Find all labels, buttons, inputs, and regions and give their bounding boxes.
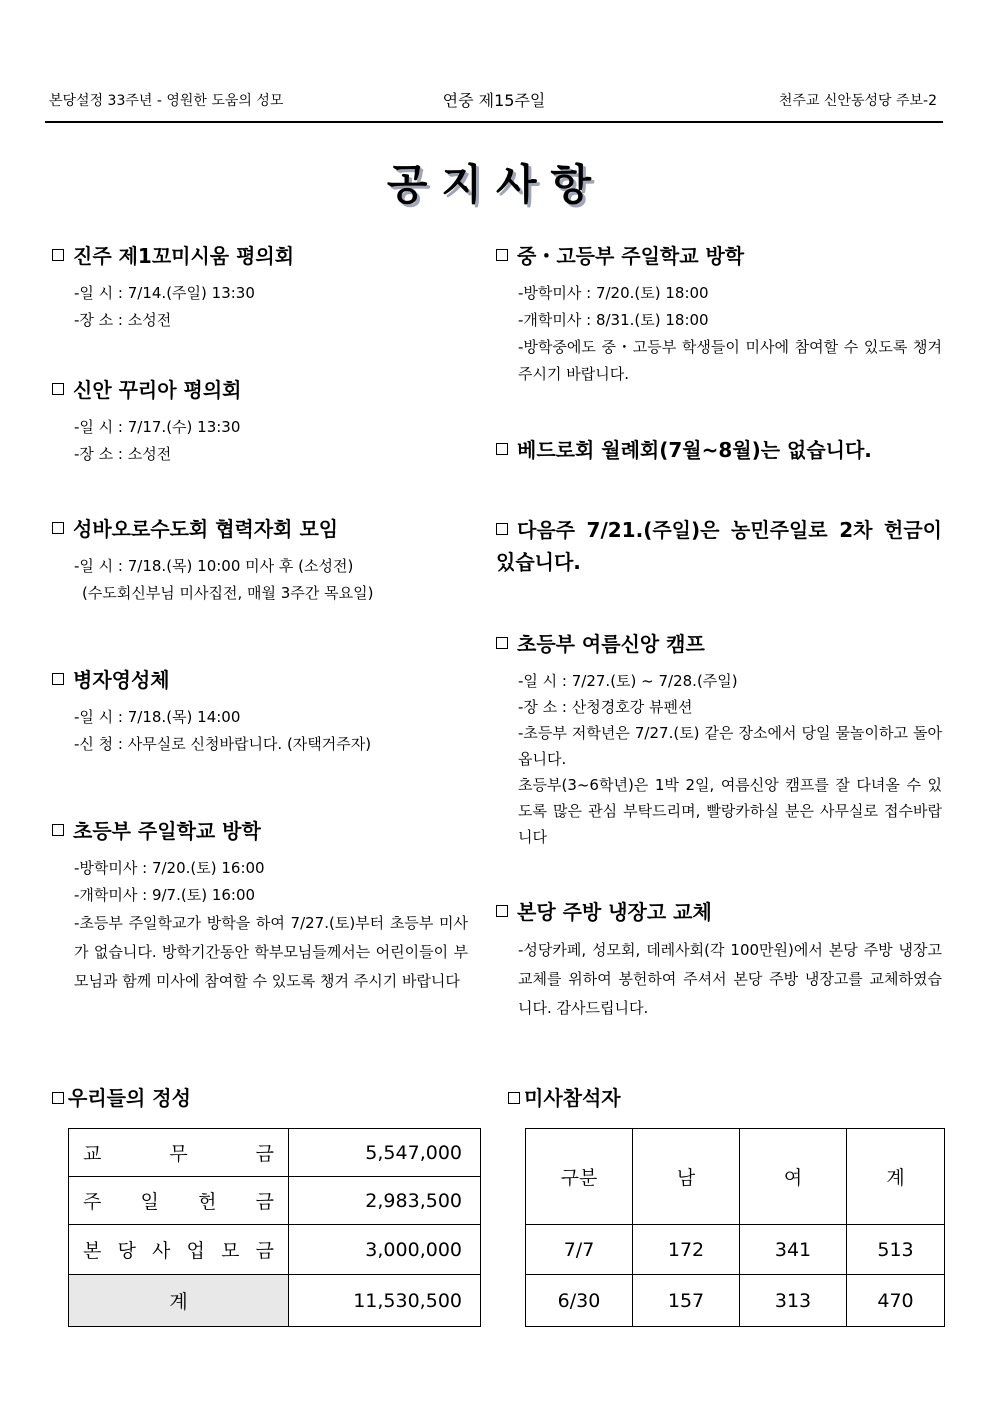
- table-header: 계: [847, 1129, 945, 1225]
- section-line: -방학미사 : 7/20.(토) 16:00: [74, 859, 265, 877]
- section-title: 초등부 주일학교 방학: [73, 819, 261, 843]
- table-row: [526, 1225, 945, 1275]
- section-line: -일 시 : 7/18.(목) 14:00: [74, 708, 241, 726]
- checkbox-bullet-icon: [496, 523, 508, 535]
- header-bulletin-name: 천주교 신안동성당 주보-2: [778, 93, 937, 109]
- section-line: -장 소 : 산청경호강 뷰펜션: [518, 698, 693, 716]
- header-parish-anniversary: 본당설정 33주년 - 영원한 도움의 성모: [49, 93, 284, 109]
- header-liturgical-week: 연중 제15주일: [442, 91, 546, 110]
- section-title: 본당 주방 냉장고 교체: [517, 900, 712, 924]
- table-row: [69, 1129, 481, 1177]
- checkbox-bullet-icon: [52, 383, 64, 395]
- attendance-title: 미사참석자: [524, 1086, 621, 1110]
- checkbox-bullet-icon: [52, 1092, 64, 1104]
- table-cell: 341: [740, 1225, 847, 1275]
- checkbox-bullet-icon: [496, 637, 508, 649]
- offering-heading: [52, 1082, 191, 1111]
- section-paragraph: -초등부 저학년은 7/27.(토) 같은 장소에서 당일 물놀이하고 돌아옵니다.: [518, 724, 942, 768]
- offering-value: 5,547,000: [289, 1129, 481, 1177]
- section-line: -일 시 : 7/27.(토) ~ 7/28.(주일): [518, 672, 738, 690]
- offering-value: 3,000,000: [289, 1225, 481, 1275]
- checkbox-bullet-icon: [52, 673, 64, 685]
- section-st-paul-cooperators: [52, 515, 472, 607]
- page-title: 공지사항: [386, 160, 606, 209]
- table-cell: 313: [740, 1275, 847, 1327]
- section-peter-association: [496, 436, 942, 474]
- offering-total-label: 계: [69, 1275, 289, 1327]
- table-row: [69, 1225, 481, 1275]
- section-line: -방학미사 : 7/20.(토) 18:00: [518, 284, 709, 302]
- table-row: [526, 1275, 945, 1327]
- section-title: 중・고등부 주일학교 방학: [517, 244, 745, 268]
- section-elementary-sunday-school: [52, 817, 468, 996]
- table-header: 남: [633, 1129, 740, 1225]
- table-row: [69, 1177, 481, 1225]
- section-line: -개학미사 : 9/7.(토) 16:00: [74, 886, 256, 904]
- section-summer-faith-camp: [496, 630, 942, 850]
- table-cell: 172: [633, 1225, 740, 1275]
- section-line: -일 시 : 7/14.(주일) 13:30: [74, 284, 255, 302]
- section-paragraph: 초등부(3~6학년)은 1박 2일, 여름신앙 캠프를 잘 다녀올 수 있도록 많은 관심 부탁드리며, 빨랑카하실 분은 사무실로 접수바랍니다: [518, 776, 942, 846]
- checkbox-bullet-icon: [52, 824, 64, 836]
- section-title: 진주 제1꼬미시움 평의회: [73, 244, 295, 268]
- checkbox-bullet-icon: [52, 249, 64, 261]
- section-title: 초등부 여름신앙 캠프: [517, 632, 705, 656]
- section-line: (수도회신부님 미사집전, 매월 3주간 목요일): [82, 584, 374, 602]
- checkbox-bullet-icon: [496, 443, 508, 455]
- table-header-row: [526, 1129, 945, 1225]
- section-sick-communion: [52, 666, 472, 758]
- checkbox-bullet-icon: [496, 249, 508, 261]
- table-cell: 7/7: [526, 1225, 633, 1275]
- offering-label: 주 일 헌 금: [69, 1177, 289, 1225]
- checkbox-bullet-icon: [508, 1092, 520, 1104]
- header-divider: [45, 121, 943, 123]
- section-title: 신안 꾸리아 평의회: [73, 378, 242, 402]
- bulletin-header: [45, 86, 943, 114]
- offering-label: 본 당 사 업 모 금: [69, 1225, 289, 1275]
- offering-total-value: 11,530,500: [289, 1275, 481, 1327]
- offering-table: [68, 1128, 481, 1327]
- section-line: -신 청 : 사무실로 신청바랍니다. (자택거주자): [74, 735, 372, 753]
- section-farmers-sunday: [496, 514, 942, 588]
- section-line: -개학미사 : 8/31.(토) 18:00: [518, 311, 709, 329]
- table-row: [69, 1275, 481, 1327]
- attendance-table: [525, 1128, 945, 1327]
- section-line: -일 시 : 7/17.(수) 13:30: [74, 418, 241, 436]
- section-refrigerator-replacement: [496, 898, 942, 1023]
- table-cell: 513: [847, 1225, 945, 1275]
- offering-value: 2,983,500: [289, 1177, 481, 1225]
- table-header: 구분: [526, 1129, 633, 1225]
- section-title: 다음주 7/21.(주일)은 농민주일로 2차 헌금이 있습니다.: [496, 518, 942, 574]
- offering-title: 우리들의 정성: [68, 1086, 191, 1110]
- section-middle-high-school: [496, 242, 942, 388]
- section-sinan-curia: [52, 376, 472, 468]
- section-line: -장 소 : 소성전: [74, 311, 172, 329]
- section-title: 성바오로수도회 협력자회 모임: [73, 517, 339, 541]
- checkbox-bullet-icon: [496, 905, 508, 917]
- section-title: 병자영성체: [73, 668, 170, 692]
- section-jinju-comitium: [52, 242, 472, 334]
- table-cell: 6/30: [526, 1275, 633, 1327]
- table-cell: 470: [847, 1275, 945, 1327]
- section-paragraph: -방학중에도 중・고등부 학생들이 미사에 참여할 수 있도록 챙겨 주시기 바랍니다.: [518, 338, 942, 383]
- section-paragraph: -성당카페, 성모회, 데레사회(각 100만원)에서 본당 주방 냉장고 교체를 위하여 봉헌하여 주셔서 본당 주방 냉장고를 교체하였습니다. 감사드립니다.: [518, 941, 942, 1017]
- checkbox-bullet-icon: [52, 522, 64, 534]
- table-header: 여: [740, 1129, 847, 1225]
- section-line: -장 소 : 소성전: [74, 445, 172, 463]
- section-line: -일 시 : 7/18.(목) 10:00 미사 후 (소성전): [74, 557, 354, 575]
- section-title: 베드로회 월례회(7월~8월)는 없습니다.: [517, 438, 872, 462]
- offering-label: 교 무 금: [69, 1129, 289, 1177]
- table-cell: 157: [633, 1275, 740, 1327]
- section-paragraph: -초등부 주일학교가 방학을 하여 7/27.(토)부터 초등부 미사가 없습니다. 방학기간동안 학부모님들께서는 어린이들이 부모님과 함께 미사에 참여할 수 있도록 챙겨 주시기 바랍니다: [74, 914, 468, 990]
- attendance-heading: [508, 1082, 621, 1111]
